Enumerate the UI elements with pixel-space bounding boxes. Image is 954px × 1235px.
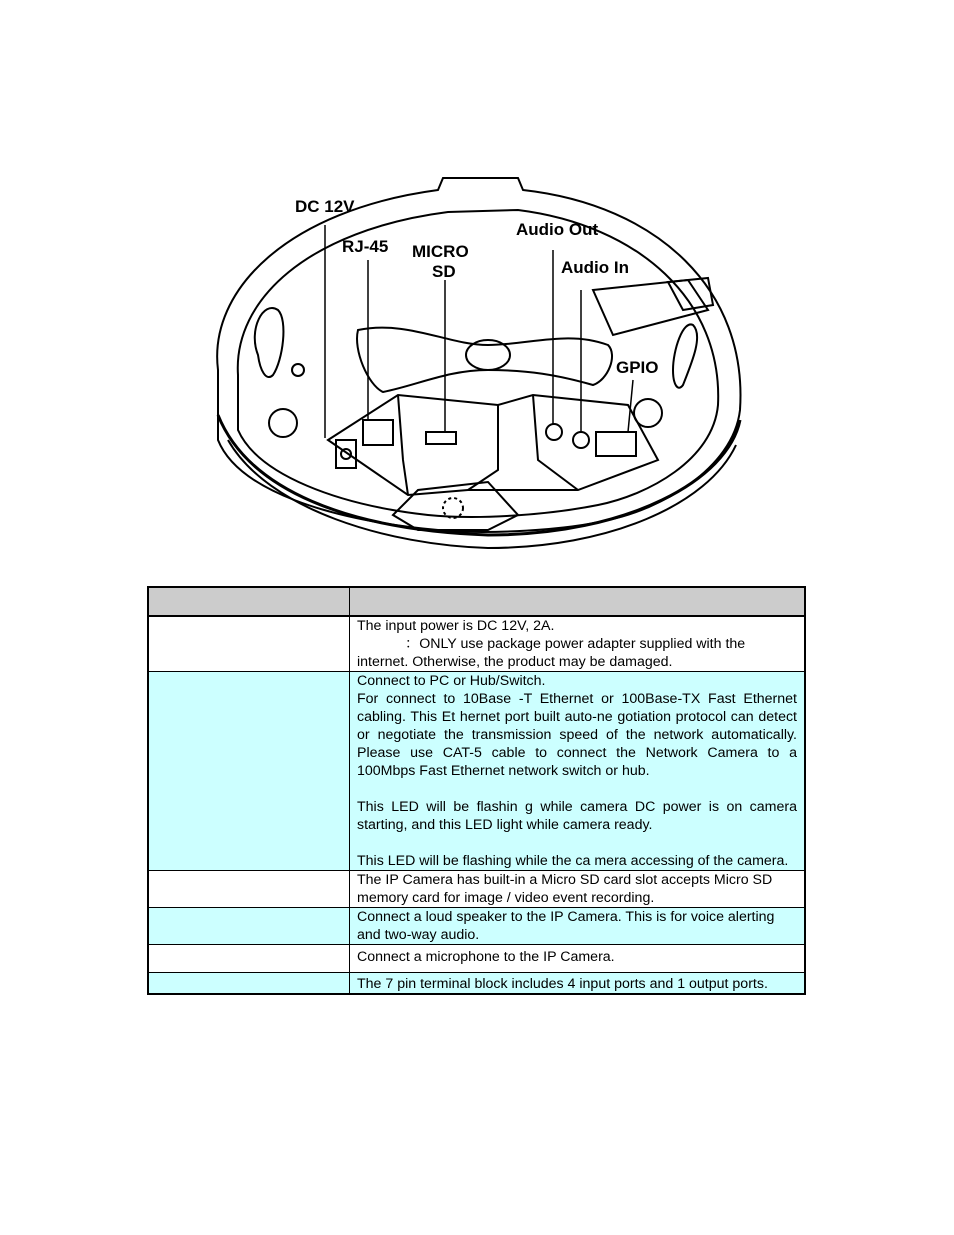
table-row	[148, 672, 805, 871]
top-right-tab	[593, 280, 708, 335]
rj45-para-1: Connect to PC or Hub/Switch.	[357, 673, 546, 689]
row-description	[350, 672, 806, 871]
table-row	[148, 945, 805, 973]
gpio-terminal	[596, 432, 636, 456]
row-name	[148, 616, 350, 672]
label-sd: SD	[432, 262, 456, 281]
left-slot	[255, 308, 284, 377]
table-row	[148, 871, 805, 908]
camera-base-diagram	[188, 170, 758, 555]
row-description	[350, 616, 806, 672]
label-rj45: RJ-45	[342, 237, 389, 256]
hole-left	[269, 409, 297, 437]
power-line-3: internet. Otherwise, the product may be damaged.	[357, 654, 673, 670]
label-gpio: GPIO	[616, 358, 659, 377]
row-description: Connect a loud speaker to the IP Camera. This is for voice alerting and two-way audio.	[350, 908, 806, 945]
center-bracket	[357, 328, 612, 392]
rj45-para-3: This LED will be flashin g while camera DC power is on camera starting, and this LED light while camera ready.	[357, 799, 797, 833]
outer-rim	[217, 178, 740, 532]
camera-base-drawing	[188, 170, 758, 555]
row-description: Connect a microphone to the IP Camera.	[350, 945, 806, 973]
audio-out-jack	[546, 424, 562, 440]
rj45-para-2: For connect to 10Base -T Ethernet or 100Base-TX Fast Ethernet cabling. This Et hernet port built auto-ne gotiation protocol can detect or negotiate the transmission speed of the network automatically. Please use CAT-5 cable to connect the Network Camera to a 100Mbps Fast Ethernet network switch or hub.	[357, 691, 797, 779]
label-micro: MICRO	[412, 242, 469, 261]
table-header-row	[148, 587, 805, 616]
header-cell-name	[148, 587, 350, 616]
label-audio-out: Audio Out	[516, 220, 599, 239]
power-line-2: ：ONLY use package power adapter supplied with the	[405, 636, 746, 652]
hole-top	[292, 364, 304, 376]
row-name	[148, 871, 350, 908]
dc-jack	[336, 440, 356, 468]
right-slot	[673, 324, 697, 387]
table-row	[148, 973, 805, 995]
label-audio-in: Audio In	[561, 258, 629, 277]
connector-spec-table	[147, 586, 806, 995]
row-name	[148, 908, 350, 945]
audio-in-jack	[573, 432, 589, 448]
table-row	[148, 616, 805, 672]
label-dc12v: DC 12V	[295, 197, 355, 216]
row-name	[148, 973, 350, 995]
row-name	[148, 945, 350, 973]
header-cell-description	[350, 587, 806, 616]
row-name	[148, 672, 350, 871]
power-line-1: The input power is DC 12V, 2A.	[357, 618, 555, 634]
row-description: The IP Camera has built-in a Micro SD card slot accepts Micro SD memory card for image / video event recording.	[350, 871, 806, 908]
rj45-para-4: This LED will be flashing while the ca mera accessing of the camera.	[357, 853, 789, 869]
rj45-port	[363, 420, 393, 445]
microsd-slot	[426, 432, 456, 444]
row-description: The 7 pin terminal block includes 4 input ports and 1 output ports.	[350, 973, 806, 995]
table-row	[148, 908, 805, 945]
